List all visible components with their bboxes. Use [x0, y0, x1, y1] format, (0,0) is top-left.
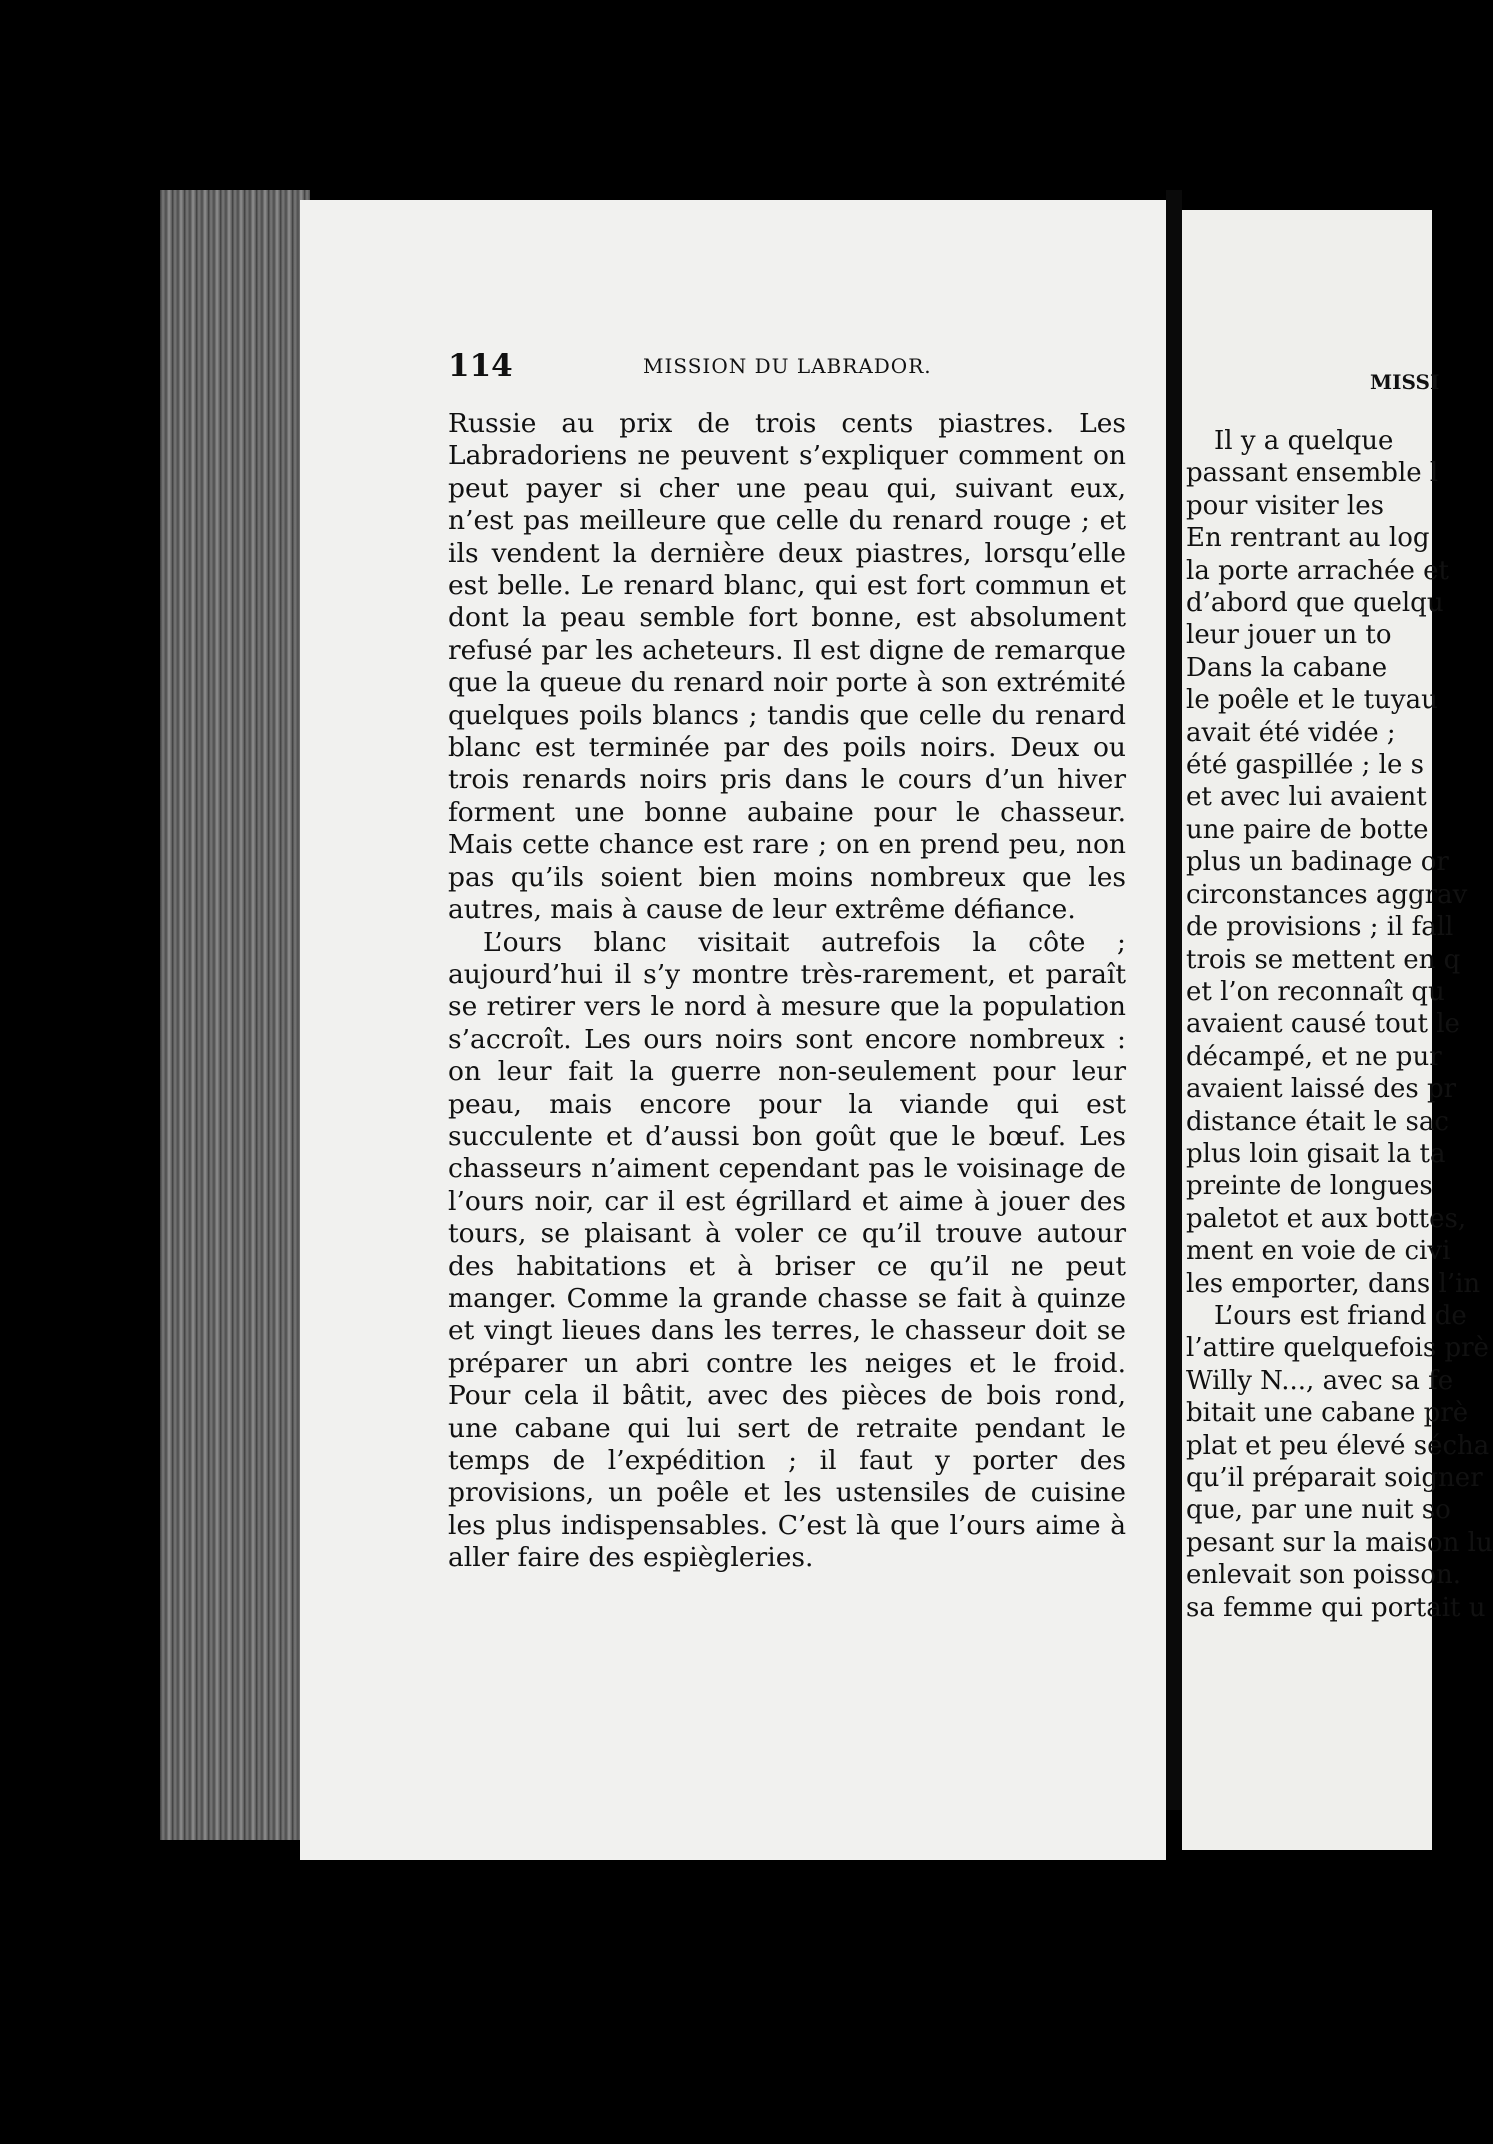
text-line: avaient causé tout le: [1186, 1009, 1460, 1040]
text-line: circonstances aggrav: [1186, 879, 1468, 910]
text-line: preinte de longues: [1186, 1171, 1433, 1202]
text-line: Willy N..., avec sa fe: [1186, 1365, 1454, 1396]
text-line: passant ensemble l: [1186, 458, 1439, 489]
text-line: leur jouer un to: [1186, 620, 1392, 651]
text-line: sa femme qui portait u: [1186, 1592, 1486, 1623]
left-page-body: [448, 408, 1126, 1575]
text-line: de provisions ; il fall: [1186, 912, 1454, 943]
left-page-header: [448, 348, 1128, 392]
text-line: pour visiter les: [1186, 490, 1384, 521]
paragraph: L’ours blanc visitait autrefois la côte ; aujourd’hui il s’y montre très-rarement, et paraît se retirer vers le nord à mesure que la population s’accroît. Les ours noirs sont encore nombreux : on leur fait la guerre non-seulement pour leur peau, mais encore pour la viande qui est succulente et d’aussi bon goût que le bœuf. Les chasseurs n’aiment cependant pas le voisinage de l’ours noir, car il est égrillard et aime à jouer des tours, se plaisant à voler ce qu’il trouve autour des habitations et à briser ce qu’il ne peut manger. Comme la grande chasse se fait à quinze et vingt lieues dans les terres, le chasseur doit se préparer un abri contre les neiges et le froid. Pour cela il bâtit, avec des pièces de bois rond, une cabane qui lui sert de retraite pendant le temps de l’expédition ; il faut y porter des provisions, un poêle et les ustensiles de cuisine les plus indispensables. C’est là que l’ours aime à aller faire des espiègleries.: [448, 926, 1126, 1574]
text-line: pesant sur la maison lu: [1186, 1527, 1493, 1558]
text-line: que, par une nuit so: [1186, 1495, 1451, 1526]
right-running-head: MISSI: [1370, 370, 1440, 394]
text-line: bitait une cabane prè: [1186, 1398, 1469, 1429]
text-line: la porte arrachée et: [1186, 555, 1449, 586]
text-line: ment en voie de civi: [1186, 1236, 1451, 1267]
text-line: plus loin gisait la ta: [1186, 1138, 1446, 1169]
text-line: En rentrant au log: [1186, 523, 1430, 554]
text-line: les emporter, dans l’in: [1186, 1268, 1481, 1299]
text-line: Dans la cabane: [1186, 652, 1388, 683]
paragraph: Russie au prix de trois cents piastres. Les Labradoriens ne peuvent s’expliquer comment on peut payer si cher une peau qui, suivant eux, n’est pas meilleure que celle du renard rouge ; et ils vendent la dernière deux piastres, lorsqu’elle est belle. Le renard blanc, qui est fort commun et dont la peau semble fort bonne, est absolument refusé par les acheteurs. Il est digne de remarque que la queue du renard noir porte à son extrémité quelques poils blancs ; tandis que celle du renard blanc est terminée par des poils noirs. Deux ou trois renards noirs pris dans le cours d’un hiver forment une bonne aubaine pour le chasseur. Mais cette chance est rare ; on en prend peu, non pas qu’ils soient bien moins nombreux que les autres, mais à cause de leur extrême défiance.: [448, 408, 1126, 926]
page-number: 114: [448, 348, 513, 384]
text-line: et l’on reconnaît qu: [1186, 976, 1445, 1007]
text-line: une paire de botte: [1186, 814, 1429, 845]
book-spine-edge: [160, 190, 310, 1840]
text-line: Il y a quelque: [1214, 426, 1394, 456]
text-line: l’attire quelquefois prè: [1186, 1333, 1489, 1364]
text-line: avait été vidée ;: [1186, 717, 1396, 748]
text-line: avaient laissé des pr: [1186, 1074, 1457, 1105]
page-gutter: [1166, 190, 1182, 1810]
running-head: MISSION DU LABRADOR.: [643, 354, 932, 378]
text-line: le poêle et le tuyau: [1186, 685, 1438, 716]
text-line: trois se mettent en q: [1186, 944, 1461, 975]
text-line: et avec lui avaient: [1186, 782, 1427, 813]
text-line: d’abord que quelqu: [1186, 588, 1444, 619]
text-line: plus un badinage or: [1186, 847, 1449, 878]
text-line: plat et peu élevé sécha: [1186, 1430, 1490, 1461]
right-page-body: [1186, 425, 1493, 1624]
text-line: distance était le sac: [1186, 1106, 1449, 1137]
text-line: enlevait son poisson.: [1186, 1560, 1462, 1591]
text-line: paletot et aux bottes,: [1186, 1203, 1467, 1234]
text-line: décampé, et ne pur: [1186, 1041, 1442, 1072]
text-line: L’ours est friand de: [1214, 1300, 1467, 1331]
text-line: qu’il préparait soigner: [1186, 1463, 1483, 1493]
text-line: été gaspillée ; le s: [1186, 750, 1424, 781]
